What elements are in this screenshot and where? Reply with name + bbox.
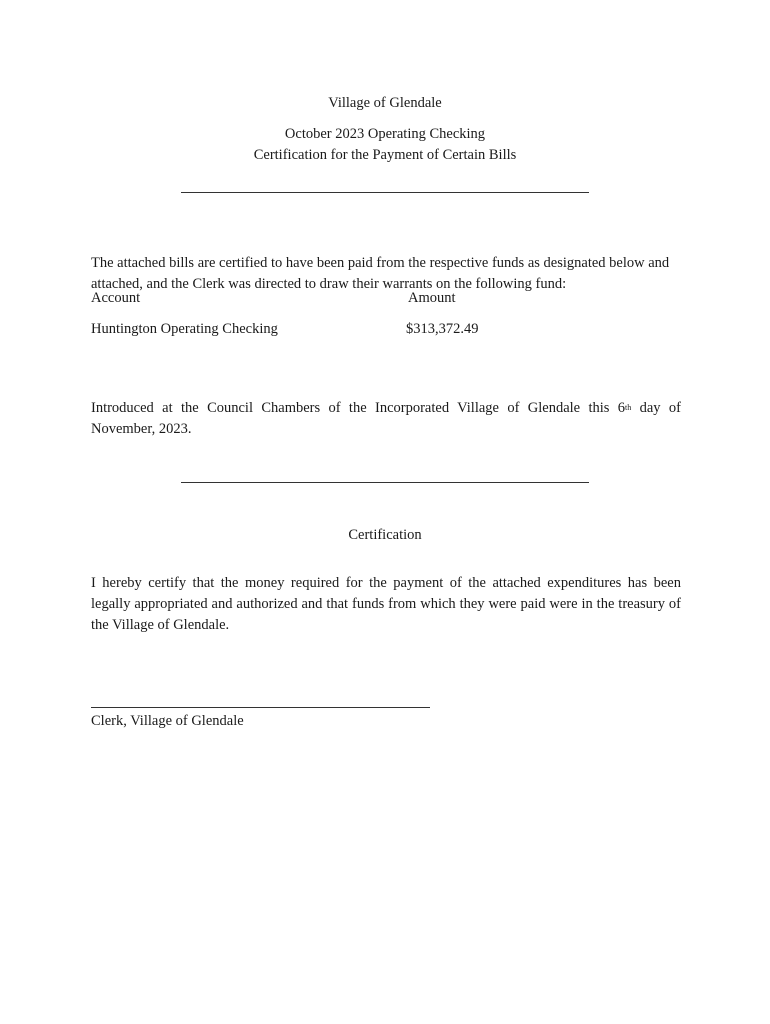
intro-paragraph: The attached bills are certified to have been paid from the respective funds as designated below and attached, and the Clerk was directed to draw their warrants on the following fund: <box>91 254 670 292</box>
introduced-text-after: day of November, 2023. <box>91 399 681 437</box>
amount-header: Amount <box>408 290 456 306</box>
header-divider <box>181 192 589 193</box>
certification-heading: Certification <box>348 527 422 543</box>
document-subtitle: October 2023 Operating Checking <box>284 126 486 142</box>
section-divider <box>181 482 589 483</box>
account-cell: Huntington Operating Checking <box>91 321 278 337</box>
account-header: Account <box>91 290 141 306</box>
org-name: Village of Glendale <box>328 95 442 111</box>
certification-paragraph: I hereby certify that the money required for the payment of the attached expenditures has been legally appropriated and authorized and that funds from which they were paid were in the treasury of the Village of Glendale. <box>91 574 681 633</box>
introduced-paragraph <box>91 398 681 440</box>
document-title: Certification for the Payment of Certain Bills <box>253 147 517 163</box>
signature-line <box>91 707 430 708</box>
signature-label: Clerk, Village of Glendale <box>91 713 244 729</box>
introduced-superscript: th <box>625 402 632 412</box>
introduced-text-before: Introduced at the Council Chambers of the Incorporated Village of Glendale this 6 <box>91 399 626 416</box>
amount-cell: $313,372.49 <box>406 321 479 337</box>
